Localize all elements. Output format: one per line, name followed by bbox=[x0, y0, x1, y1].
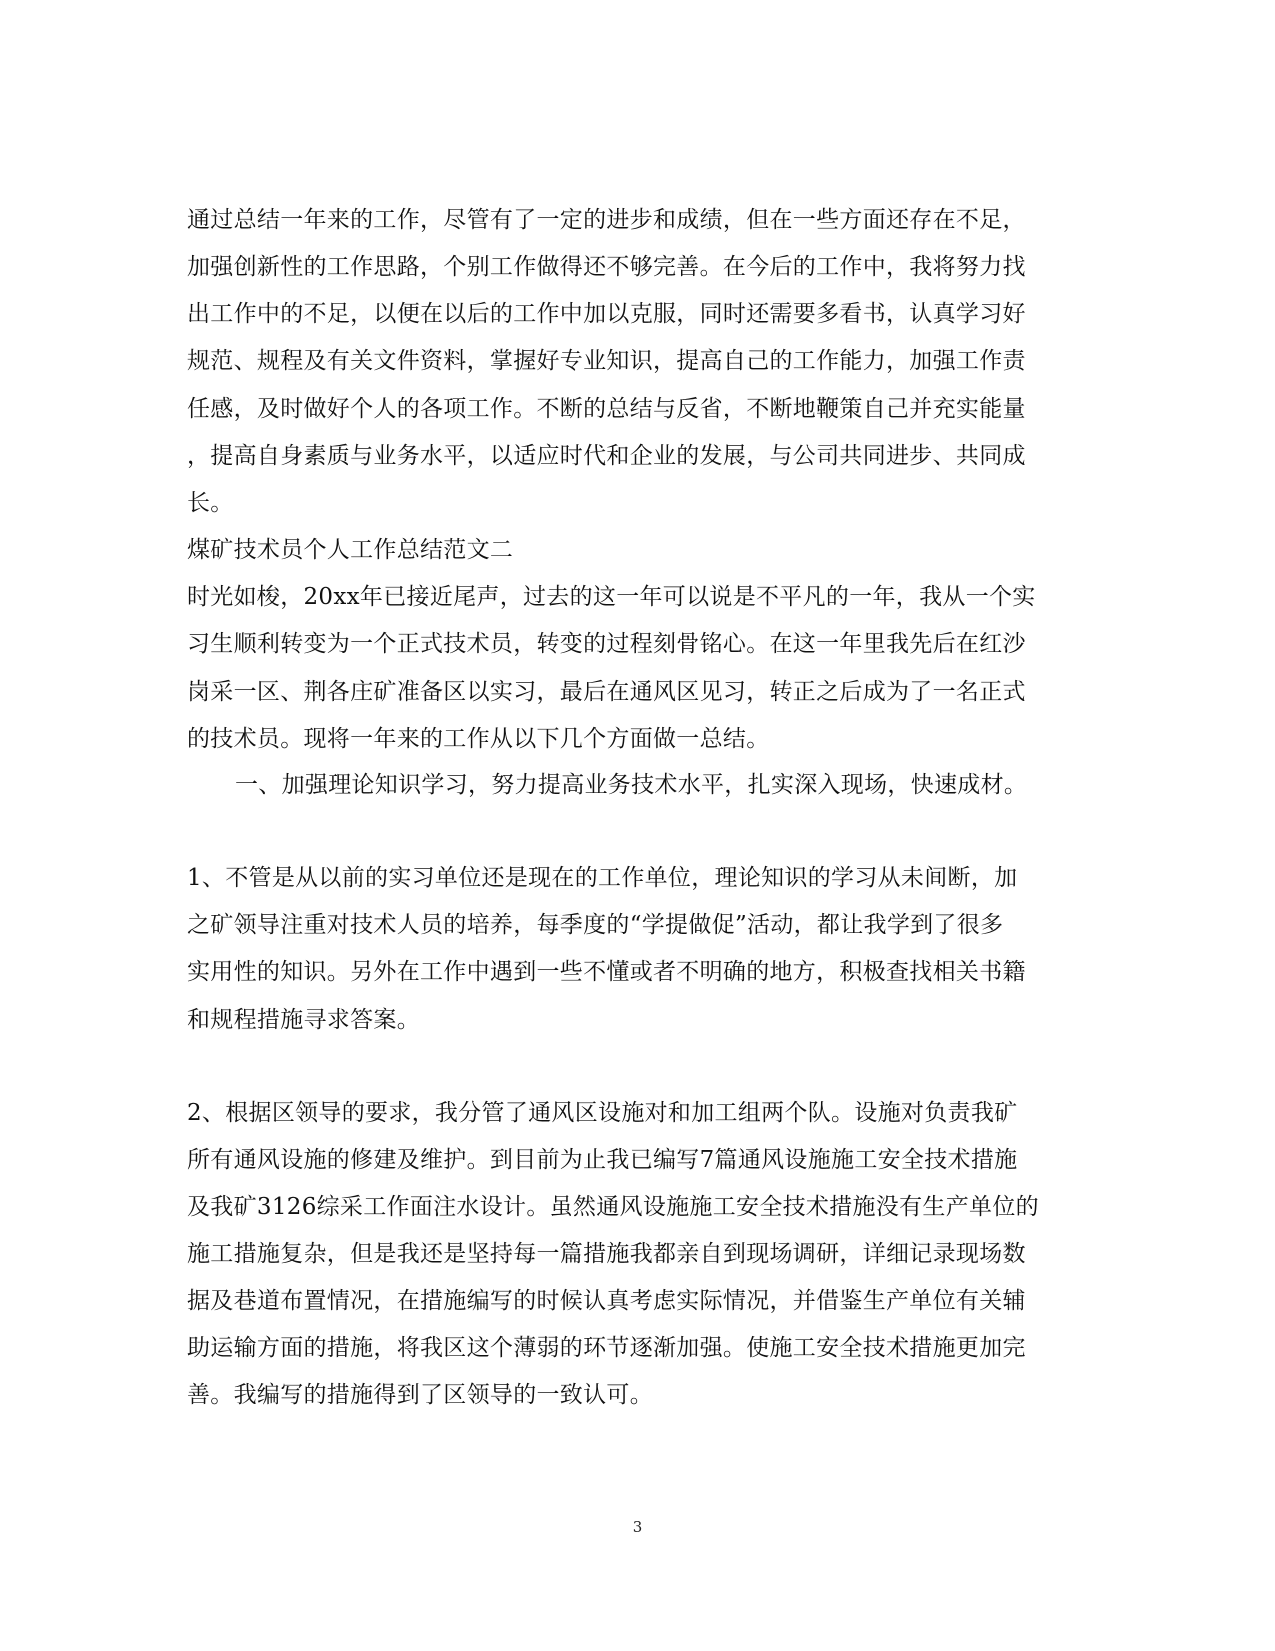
text-line: 之矿领导注重对技术人员的培养，每季度的“学提做促”活动，都让我学到了很多 bbox=[187, 912, 1004, 938]
text-line: 习生顺利转变为一个正式技术员，转变的过程刻骨铭心。在这一年里我先后在红沙 bbox=[187, 631, 1026, 657]
text-line: 任感，及时做好个人的各项工作。不断的总结与反省，不断地鞭策自己并充实能量 bbox=[187, 396, 1026, 422]
subsection-heading: 一、加强理论知识学习，努力提高业务技术水平，扎实深入现场，快速成材。 bbox=[235, 772, 1028, 798]
text-line: 出工作中的不足，以便在以后的工作中加以克服，同时还需要多看书，认真学习好 bbox=[187, 301, 1026, 327]
text-line: ，提高自身素质与业务水平，以适应时代和企业的发展，与公司共同进步、共同成 bbox=[187, 443, 1026, 469]
text-line: 施工措施复杂，但是我还是坚持每一篇措施我都亲自到现场调研，详细记录现场数 bbox=[187, 1241, 1026, 1267]
page-number: 3 bbox=[632, 1518, 643, 1536]
text-line: 通过总结一年来的工作，尽管有了一定的进步和成绩，但在一些方面还存在不足， bbox=[187, 207, 1026, 233]
text-line: 加强创新性的工作思路，个别工作做得还不够完善。在今后的工作中，我将努力找 bbox=[187, 254, 1026, 280]
text-line: 实用性的知识。另外在工作中遇到一些不懂或者不明确的地方，积极查找相关书籍 bbox=[187, 959, 1026, 985]
text-line: 和规程措施寻求答案。 bbox=[187, 1007, 420, 1033]
text-line: 所有通风设施的修建及维护。到目前为止我已编写7篇通风设施施工安全技术措施 bbox=[187, 1147, 1018, 1173]
text-line: 助运输方面的措施，将我区这个薄弱的环节逐渐加强。使施工安全技术措施更加完 bbox=[187, 1335, 1026, 1361]
text-line: 据及巷道布置情况，在措施编写的时候认真考虑实际情况，并借鉴生产单位有关辅 bbox=[187, 1288, 1026, 1314]
text-line: 长。 bbox=[187, 490, 234, 516]
text-line: 2、根据区领导的要求，我分管了通风区设施对和加工组两个队。设施对负责我矿 bbox=[187, 1100, 1018, 1126]
text-line: 时光如梭，20xx年已接近尾声，过去的这一年可以说是不平凡的一年，我从一个实 bbox=[187, 584, 1036, 610]
text-line: 1、不管是从以前的实习单位还是现在的工作单位，理论知识的学习从未间断，加 bbox=[187, 865, 1018, 891]
text-line: 善。我编写的措施得到了区领导的一致认可。 bbox=[187, 1382, 653, 1408]
text-line: 规范、规程及有关文件资料，掌握好专业知识，提高自己的工作能力，加强工作责 bbox=[187, 348, 1026, 374]
text-line: 及我矿3126综采工作面注水设计。虽然通风设施施工安全技术措施没有生产单位的 bbox=[187, 1194, 1039, 1220]
section-heading: 煤矿技术员个人工作总结范文二 bbox=[187, 537, 514, 563]
text-line: 岗采一区、荆各庄矿准备区以实习，最后在通风区见习，转正之后成为了一名正式 bbox=[187, 679, 1026, 705]
text-line: 的技术员。现将一年来的工作从以下几个方面做一总结。 bbox=[187, 726, 770, 752]
